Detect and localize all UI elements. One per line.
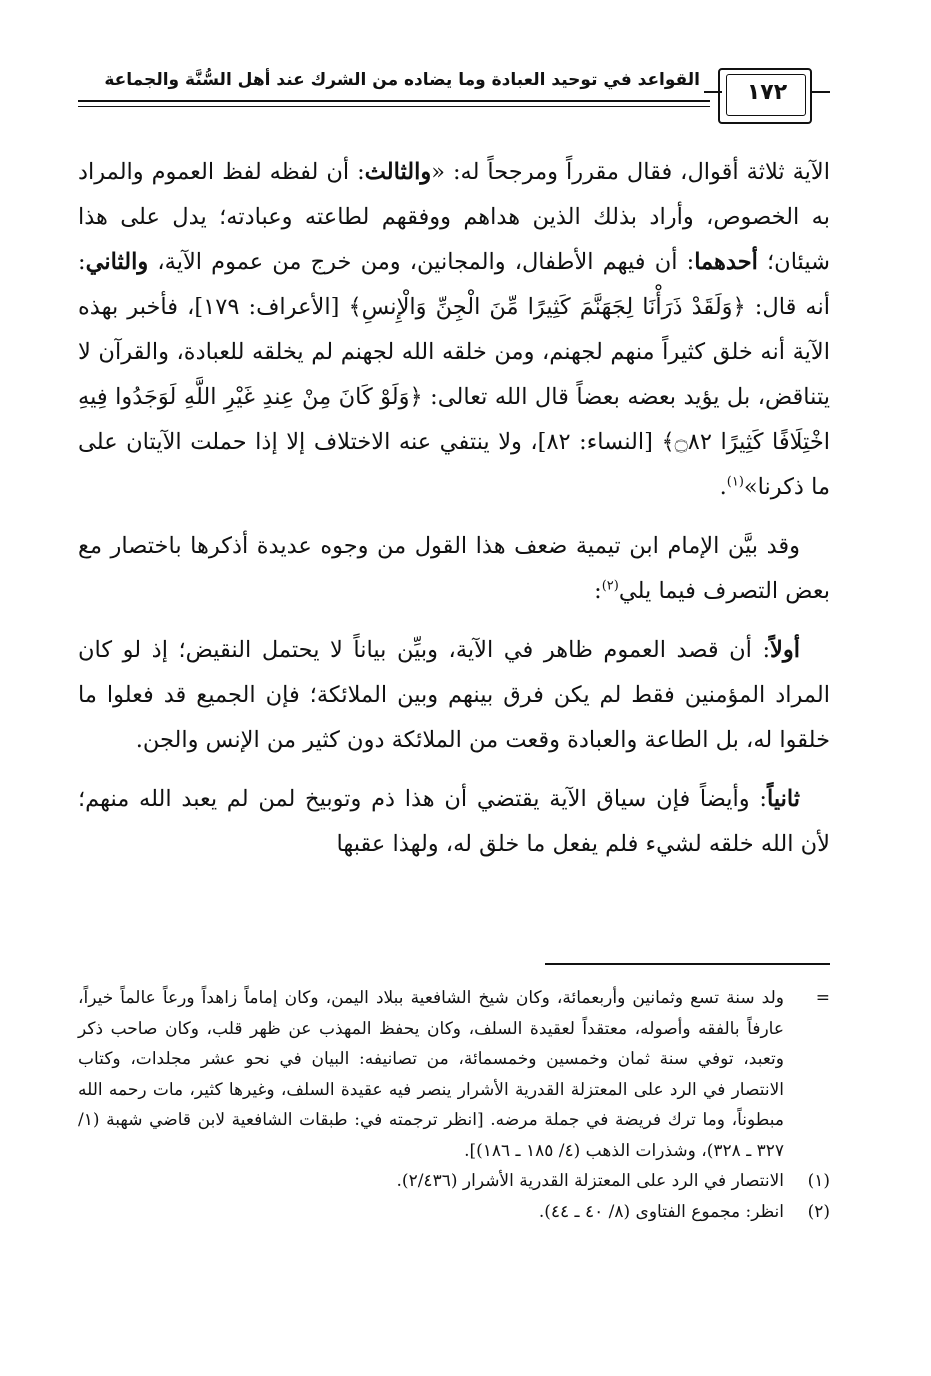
text-run: : أنه قال: — [78, 249, 830, 320]
footnote-text: الانتصار في الرد على المعتزلة القدرية الأشرار (٢/٤٣٦). — [396, 1171, 784, 1191]
footnotes — [78, 983, 830, 1227]
bold-term: والثالث — [364, 159, 432, 185]
text-run: الآية ثلاثة أقوال، فقال مقرراً ومرجحاً له: « — [431, 159, 830, 185]
bold-term: والثاني — [85, 249, 149, 275]
page-number-ornament — [710, 62, 830, 122]
footnote-text: ولد سنة تسع وثمانين وأربعمائة، وكان شيخ الشافعية ببلاد اليمن، وكان إماماً زاهداً ورعاً عالماً خيراً، عارفاً بالفقه وأصوله، معتقداً لعقيدة السلف، وكان يحفظ المهذب عن ظهر قلب، وكان صاحب ذكر وتعبد، توفي سنة ثمان وخمسين وخمسمائة، من تصانيفه: البيان في نحو عشر مجلدات، وكتاب الانتصار في الرد على المعتزلة القدرية الأشرار ينصر فيه عقيدة السلف، وغيرها كثير، مات رحمه الله مبطوناً، وما ترك فريضة في جملة مرضه. [انظر ترجمته في: طبقات الشافعية لابن قاضي شهبة (١/ ٣٢٧ ـ ٣٢٨)، وشذرات الذهب (٤/ ١٨٥ ـ ١٨٦)]. — [78, 988, 784, 1161]
bold-term: ثانياً — [766, 786, 800, 812]
text-run: : أن لفظه لفظ العموم والمراد به الخصوص، وأراد بذلك الذين هداهم ووفقهم لطاعته وعبادته؛ يدل على هذا شيئان؛ — [78, 159, 830, 275]
footnote-marker: (٢) — [807, 1201, 830, 1222]
footnote-separator — [545, 963, 830, 965]
page-header — [78, 62, 830, 128]
ornament-line-right — [812, 91, 830, 93]
footnote-item — [78, 1166, 830, 1197]
footnote-ref[interactable]: (١) — [726, 474, 744, 490]
paragraph-1 — [78, 150, 830, 510]
quran-verse: ﴿وَلَوْ كَانَ مِنْ عِندِ غَيْرِ اللَّهِ لَوَجَدُوا فِيهِ اخْتِلَافًا كَثِيرًا ۝٨٢﴾ — [78, 384, 830, 455]
text-run: : — [594, 578, 602, 604]
text-run: : أن قصد العموم ظاهر في الآية، وبيِّن بياناً لا يحتمل النقيض؛ إذ لو كان المراد المؤمنين فقط لم يكن فرق بينهم وبين الملائكة؛ فإن الجميع قد فعلوا ما خلقوا له، بل الطاعة والعبادة وقعت من الملائكة دون كثير من الإنس والجن. — [78, 637, 830, 753]
text-run: [النساء: ٨٢]، ولا ينتفي عنه الاختلاف إلا إذا حملت الآيتان على ما ذكرنا» — [78, 429, 830, 500]
text-run: : أن فيهم الأطفال، والمجانين، ومن خرج من عموم الآية، — [148, 249, 695, 275]
ornament-line-left — [704, 91, 722, 93]
text-run: وقد بيَّن الإمام ابن تيمية ضعف هذا القول من وجوه عديدة أذكرها باختصار مع بعض التصرف فيما يلي — [78, 533, 830, 604]
quran-verse: ﴿وَلَقَدْ ذَرَأْنَا لِجَهَنَّمَ كَثِيرًا مِّنَ الْجِنِّ وَالْإِنسِ﴾ — [348, 294, 746, 320]
main-text — [78, 150, 830, 881]
footnote-ref[interactable]: (٢) — [601, 578, 619, 594]
header-rule — [78, 100, 710, 102]
bold-term: أولاً — [770, 637, 800, 663]
paragraph-2 — [78, 524, 830, 614]
paragraph-4 — [78, 777, 830, 867]
bold-term: أحدهما — [694, 249, 758, 275]
footnote-item — [78, 1197, 830, 1228]
footnote-text: انظر: مجموع الفتاوى (٨/ ٤٠ ـ ٤٤). — [538, 1201, 784, 1222]
text-run: [الأعراف: ١٧٩]، فأخبر بهذه الآية أنه خلق كثيراً منهم لجهنم، ومن خلقه الله لجهنم لم يخلقه للعبادة، والقرآن لا يتناقض، بل يؤيد بعضه بعضاً قال الله تعالى: — [78, 294, 830, 410]
text-run: : وأيضاً فإن سياق الآية يقتضي أن هذا ذم وتوبيخ لمن لم يعبد الله منهم؛ لأن الله خلقه لشيء فلم يفعل ما خلق له، ولهذا عقبها — [78, 786, 830, 857]
footnote-item — [78, 983, 830, 1166]
footnote-marker: = — [815, 988, 830, 1008]
paragraph-3 — [78, 628, 830, 763]
footnote-marker: (١) — [807, 1171, 830, 1191]
running-title: القواعد في توحيد العبادة وما يضاده من الشرك عند أهل السُّنَّة والجماعة — [104, 70, 700, 90]
header-rule-thin — [78, 106, 710, 107]
text-run: . — [719, 474, 727, 500]
page-number: ١٧٢ — [746, 79, 788, 105]
